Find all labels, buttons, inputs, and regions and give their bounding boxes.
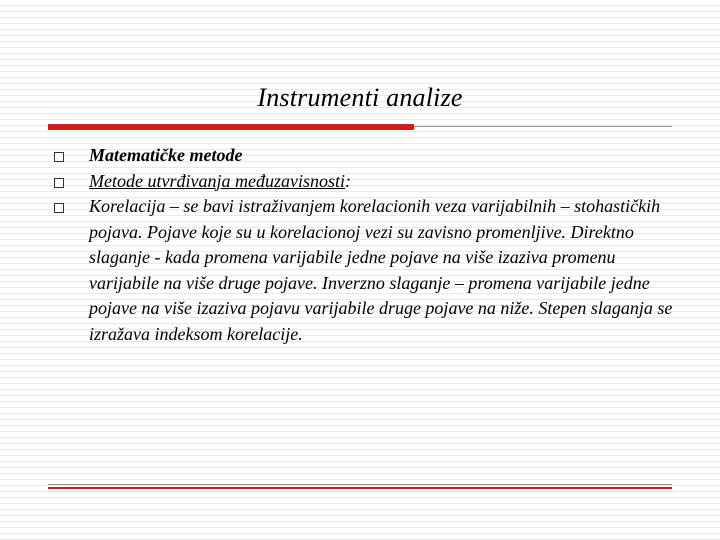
bullet-text-suffix: : — [344, 170, 351, 191]
bullet-text: Metode utvrđivanja međuzavisnosti — [89, 170, 345, 191]
bullet-list — [48, 143, 678, 347]
bullet-text: Korelacija – se bavi istraživanjem korelacionih veza varijabilnih – stohastičkih pojava. Pojave koje su u korelacionoj vezi su zavisno promenljive. Direktno slaganje - kada promena varijabile jedne pojave na više izaziva promenu varijabile na više druge pojave. Inverzno slaganje – promena varijabile jedne pojave na više izaziva pojavu varijabile druge pojave na niže. Stepen slaganja se izražava indeksom korelacije. — [89, 196, 673, 344]
hollow-square-bullet-icon — [54, 203, 64, 213]
bullet-text: Matematičke metode — [89, 145, 243, 165]
hollow-square-bullet-icon — [54, 178, 64, 188]
hollow-square-bullet-icon — [54, 152, 64, 162]
bullet-item-mathematical-methods — [48, 143, 678, 169]
footer-accent-line — [48, 487, 672, 489]
slide-title: Instrumenti analize — [257, 83, 463, 112]
bullet-item-interdependence-methods — [48, 169, 678, 195]
bullet-item-correlation — [48, 194, 678, 347]
title-accent-bar — [48, 124, 414, 130]
footer-divider-line — [48, 484, 672, 485]
